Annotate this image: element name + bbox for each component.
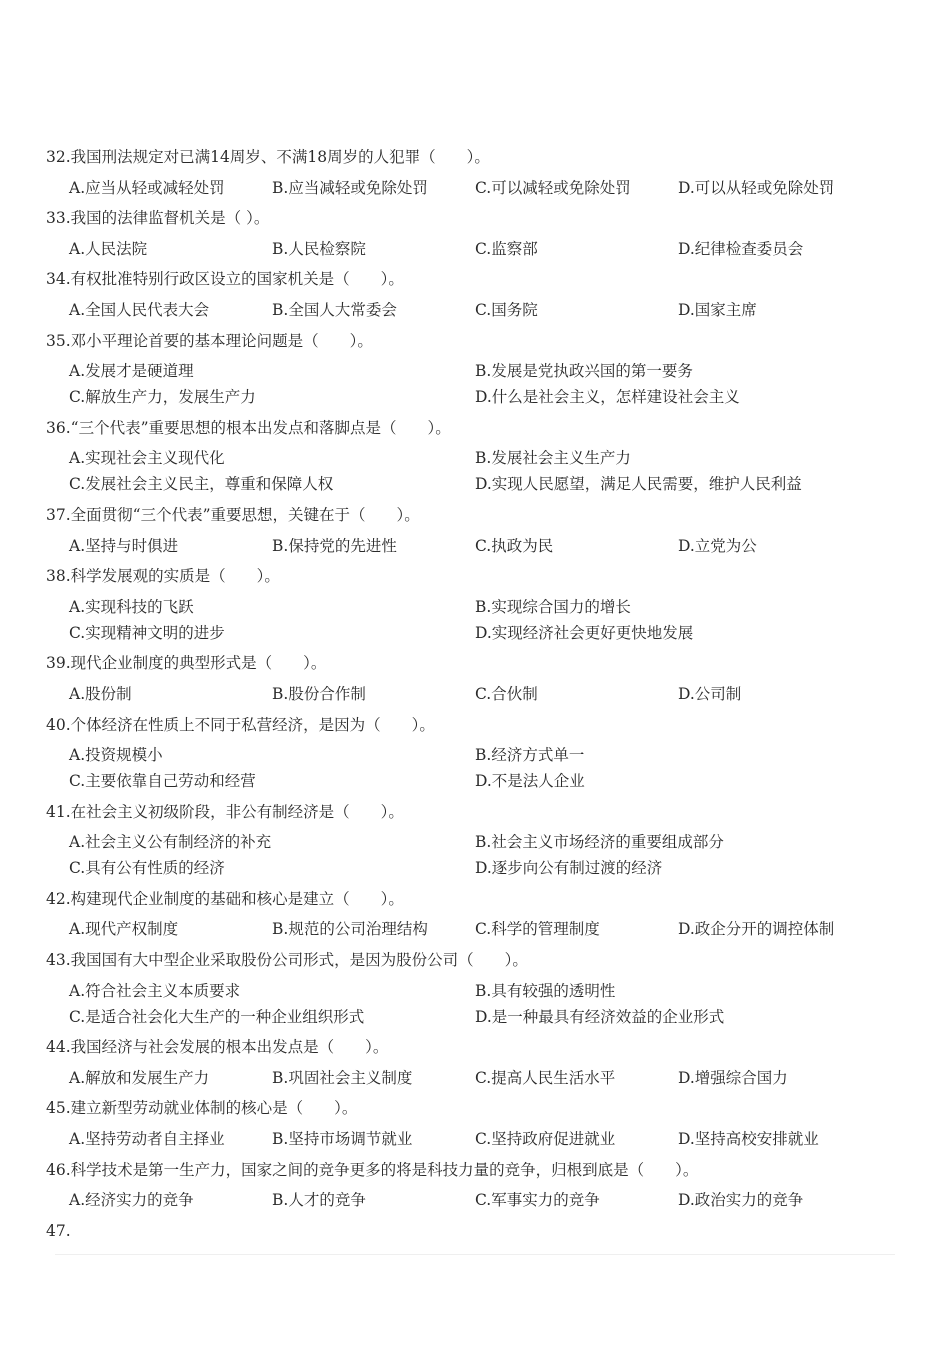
question-number-47: 47. <box>46 1221 71 1240</box>
question-stem: 38.科学发展观的实质是（ ）。 <box>46 567 280 586</box>
options-row <box>0 173 950 204</box>
answer-option: C.国务院 <box>475 300 538 319</box>
answer-option: D.政企分开的调控体制 <box>678 920 835 939</box>
question-stem: 44.我国经济与社会发展的根本出发点是（ ）。 <box>46 1038 389 1057</box>
answer-option: D.什么是社会主义，怎样建设社会主义 <box>475 388 740 407</box>
answer-option: A.股份制 <box>69 684 132 703</box>
question-stem: 46.科学技术是第一生产力，国家之间的竞争更多的将是科技力量的竞争，归根到底是（ ）。 <box>46 1160 699 1179</box>
answer-option: B.全国人大常委会 <box>272 300 397 319</box>
answer-option: A.应当从轻或减轻处罚 <box>69 178 225 197</box>
question-block <box>0 648 950 709</box>
answer-option: C.科学的管理制度 <box>475 920 600 939</box>
options-row <box>0 742 950 768</box>
answer-option: B.保持党的先进性 <box>272 536 397 555</box>
options-row <box>0 358 950 384</box>
options-row <box>0 1185 950 1216</box>
answer-option: D.不是法人企业 <box>475 772 585 791</box>
options-row <box>0 594 950 620</box>
question-stem: 35.邓小平理论首要的基本理论问题是（ ）。 <box>46 331 373 350</box>
question-stem: 45.建立新型劳动就业体制的核心是（ ）。 <box>46 1099 358 1118</box>
answer-option: D.立党为公 <box>678 536 757 555</box>
answer-option: A.坚持与时俱进 <box>69 536 179 555</box>
options-row <box>0 1063 950 1094</box>
question-block <box>0 326 950 411</box>
answer-option: B.经济方式单一 <box>475 746 585 765</box>
answer-option: C.可以减轻或免除处罚 <box>475 178 631 197</box>
question-block <box>0 561 950 646</box>
answer-option: A.解放和发展生产力 <box>69 1068 210 1087</box>
answer-option: C.是适合社会化大生产的一种企业组织形式 <box>69 1007 365 1026</box>
answer-option: C.主要依靠自己劳动和经营 <box>69 772 256 791</box>
answer-option: A.坚持劳动者自主择业 <box>69 1130 225 1149</box>
answer-option: D.逐步向公有制过渡的经济 <box>475 859 663 878</box>
question-block <box>0 1032 950 1093</box>
answer-option: D.坚持高校安排就业 <box>678 1130 819 1149</box>
answer-option: C.军事实力的竞争 <box>475 1191 600 1210</box>
answer-option: D.公司制 <box>678 684 742 703</box>
question-sheet <box>0 142 950 1246</box>
options-row <box>0 768 950 794</box>
options-row <box>0 531 950 562</box>
question-stem: 33.我国的法律监督机关是（ ）。 <box>46 209 270 228</box>
options-row <box>0 829 950 855</box>
answer-option: B.股份合作制 <box>272 684 366 703</box>
options-row <box>0 914 950 945</box>
answer-option: C.实现精神文明的进步 <box>69 623 225 642</box>
question-stem: 37.全面贯彻“三个代表”重要思想，关键在于（ ）。 <box>46 505 420 524</box>
footer-divider <box>55 1254 895 1255</box>
question-block <box>0 1093 950 1154</box>
options-row <box>0 445 950 471</box>
answer-option: A.投资规模小 <box>69 746 163 765</box>
question-block <box>0 945 950 1030</box>
answer-option: B.实现综合国力的增长 <box>475 597 631 616</box>
options-row <box>0 1004 950 1030</box>
answer-option: C.执政为民 <box>475 536 554 555</box>
answer-option: B.具有较强的透明性 <box>475 981 616 1000</box>
answer-option: A.全国人民代表大会 <box>69 300 210 319</box>
question-block <box>0 797 950 882</box>
answer-option: A.人民法院 <box>69 239 148 258</box>
question-block <box>0 500 950 561</box>
options-row <box>0 855 950 881</box>
answer-option: A.符合社会主义本质要求 <box>69 981 241 1000</box>
options-row <box>0 295 950 326</box>
options-row <box>0 384 950 410</box>
answer-option: D.可以从轻或免除处罚 <box>678 178 835 197</box>
answer-option: D.国家主席 <box>678 300 757 319</box>
answer-option: A.实现社会主义现代化 <box>69 449 225 468</box>
question-stem: 39.现代企业制度的典型形式是（ ）。 <box>46 654 327 673</box>
answer-option: C.解放生产力，发展生产力 <box>69 388 256 407</box>
answer-option: C.提高人民生活水平 <box>475 1068 616 1087</box>
answer-option: B.巩固社会主义制度 <box>272 1068 413 1087</box>
question-stem: 43.我国国有大中型企业采取股份公司形式，是因为股份公司（ ）。 <box>46 951 528 970</box>
answer-option: C.监察部 <box>475 239 538 258</box>
answer-option: B.规范的公司治理结构 <box>272 920 428 939</box>
answer-option: A.实现科技的飞跃 <box>69 597 194 616</box>
answer-option: D.实现经济社会更好更快地发展 <box>475 623 694 642</box>
answer-option: B.应当减轻或免除处罚 <box>272 178 428 197</box>
answer-option: D.是一种最具有经济效益的企业形式 <box>475 1007 725 1026</box>
question-block <box>0 142 950 203</box>
question-stem: 34.有权批准特别行政区设立的国家机关是（ ）。 <box>46 270 404 289</box>
options-row <box>0 679 950 710</box>
question-stem: 42.构建现代企业制度的基础和核心是建立（ ）。 <box>46 889 404 908</box>
options-row <box>0 234 950 265</box>
options-row <box>0 1124 950 1155</box>
answer-option: C.坚持政府促进就业 <box>475 1130 616 1149</box>
question-block <box>0 1155 950 1216</box>
question-stem: 32.我国刑法规定对已满14周岁、不满18周岁的人犯罪（ ）。 <box>46 148 490 166</box>
answer-option: D.纪律检查委员会 <box>678 239 804 258</box>
answer-option: D.增强综合国力 <box>678 1068 788 1087</box>
answer-option: A.经济实力的竞争 <box>69 1191 194 1210</box>
options-row <box>0 978 950 1004</box>
answer-option: B.社会主义市场经济的重要组成部分 <box>475 833 724 852</box>
answer-option: B.坚持市场调节就业 <box>272 1130 413 1149</box>
question-block <box>0 413 950 498</box>
answer-option: D.政治实力的竞争 <box>678 1191 804 1210</box>
answer-option: A.现代产权制度 <box>69 920 179 939</box>
question-block <box>0 884 950 945</box>
question-stem: 40.个体经济在性质上不同于私营经济，是因为（ ）。 <box>46 715 435 734</box>
answer-option: D.实现人民愿望，满足人民需要，维护人民利益 <box>475 475 802 494</box>
answer-option: B.人民检察院 <box>272 239 366 258</box>
question-block <box>0 710 950 795</box>
answer-option: C.具有公有性质的经济 <box>69 859 225 878</box>
answer-option: C.发展社会主义民主，尊重和保障人权 <box>69 475 334 494</box>
answer-option: A.社会主义公有制经济的补充 <box>69 833 272 852</box>
answer-option: B.发展是党执政兴国的第一要务 <box>475 362 693 381</box>
answer-option: B.发展社会主义生产力 <box>475 449 631 468</box>
answer-option: C.合伙制 <box>475 684 538 703</box>
question-block <box>0 264 950 325</box>
question-block <box>0 203 950 264</box>
question-stem: 41.在社会主义初级阶段，非公有制经济是（ ）。 <box>46 802 404 821</box>
options-row <box>0 471 950 497</box>
answer-option: A.发展才是硬道理 <box>69 362 194 381</box>
question-stem: 36.“三个代表”重要思想的根本出发点和落脚点是（ ）。 <box>46 418 451 437</box>
options-row <box>0 620 950 646</box>
answer-option: B.人才的竞争 <box>272 1191 366 1210</box>
